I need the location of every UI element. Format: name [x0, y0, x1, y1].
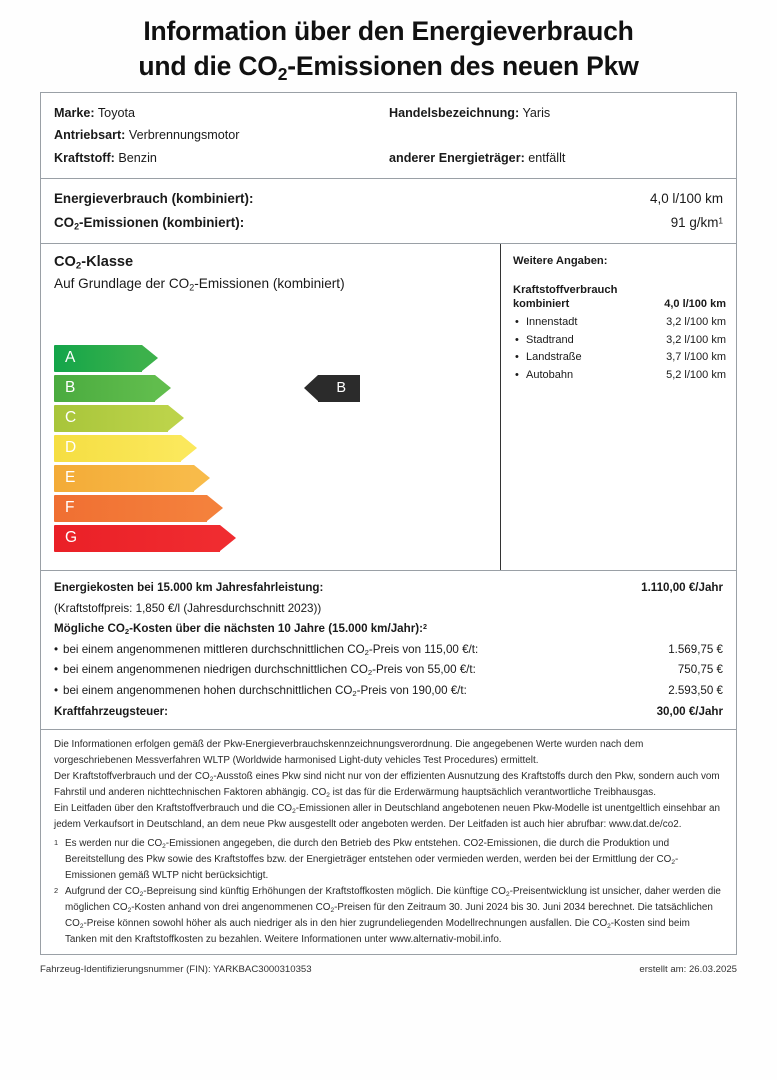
co2-class-bar-c [54, 405, 236, 432]
co2-class-bar-a [54, 345, 236, 372]
vehicle-handelsbezeichnung [389, 102, 724, 124]
energiekosten-label: Energiekosten bei 15.000 km Jahresfahrleistung: [54, 580, 324, 594]
co2-class-bars [54, 345, 236, 555]
scenario-label: • bei einem angenommenen niedrigen durchschnittlichen $CO_2$-Preis von 55,00 €/t: [54, 660, 476, 681]
bar-letter: G [65, 529, 78, 547]
legal-paragraph-1: Die Informationen erfolgen gemäß der Pkw-Energieverbrauchskennzeichnungsverordnung. Die angegebenen Werte wurden nach dem vorgeschriebenen Messverfahren WLTP (Worldwide harmonised Light-duty vehicles Test Procedures) ermittelt. [54, 739, 644, 767]
co2-class-subtitle: Auf Grundlage der $CO_2$-Emissionen (kombiniert) [54, 275, 345, 293]
weitere-angaben-title: Weitere Angaben: [513, 254, 608, 267]
page-title [40, 14, 737, 84]
consumption-co2-value: 91 $g/km^1$ [670, 215, 723, 231]
scenario-value: 1.569,75 € [668, 642, 723, 656]
scenario-label: • bei einem angenommenen hohen durchschnittlichen $CO_2$-Preis von 190,00 €/t: [54, 681, 467, 702]
co2-class-scale-area [41, 244, 500, 570]
kraftstoffverbrauch-row [513, 314, 726, 332]
bar-arrow-icon [194, 465, 210, 491]
vehicle-handelsbezeichnung-label: Handelsbezeichnung: [389, 105, 520, 120]
footnote-ref-2: 2 [422, 621, 427, 631]
bar-body [54, 465, 194, 492]
kraftstoffverbrauch-list [513, 296, 726, 385]
vehicle-info-box [40, 92, 737, 179]
marker-arrow-icon [304, 375, 318, 401]
bar-arrow-icon [220, 525, 236, 551]
bar-body [54, 405, 168, 432]
footnote-ref-1: 1 [718, 215, 723, 226]
footnote-2-text: Aufgrund der $CO_2$-Bepreisung sind künftig Erhöhungen der Kraftstoffkosten möglich. Die künftige $CO_2$-Preisentwicklung ist unsicher, daher werden die möglichen $CO_2$-Kosten anhand von drei angenommenen $CO_2$-Preisen für den Zeitraum 30. Juni 2024 bis 30. Juni 2034 berechnet. Die tatsächlichen $CO_2$-Preise können sowohl höher als auch niedriger als in den hier zugrundeliegenden Modellrechnungen ausfallen. Die $CO_2$-Kosten sind beim Tanken mit den Kraftstoffkosten zu bezahlen. Weitere Informationen unter www.alternativ-mobil.info. [65, 885, 721, 945]
bar-letter: C [65, 409, 77, 427]
bar-arrow-icon [168, 405, 184, 431]
footnote-1-text: Es werden nur die $CO_2$-Emissionen angegeben, die durch den Betrieb des Pkw entstehen. CO2-Emissionen, die durch die Produktion und Bereitstellung des Pkw sowie des Kraftstoffes bzw. der Energieträger entstehen oder vermieden werden, werden bei der Ermittlung der $CO_2$-Emissionen gemäß WLTP nicht berücksichtigt. [65, 837, 679, 881]
fuelprice-note: (Kraftstoffpreis: 1,850 €/l (Jahresdurchschnitt 2023)) [54, 601, 322, 615]
vehicle-antriebsart-value: Verbrennungsmotor [128, 128, 240, 143]
row-value: 3,2 l/100 km [666, 333, 726, 346]
page-header [0, 0, 777, 92]
vehicle-antriebsart [54, 124, 389, 146]
bar-arrow-icon [181, 435, 197, 461]
vehicle-marke-value: Toyota [97, 105, 135, 120]
bar-body [54, 525, 220, 552]
scenario-label: • bei einem angenommenen mittleren durchschnittlichen $CO_2$-Preis von 115,00 €/t: [54, 640, 478, 661]
row-label: • Innenstadt [513, 314, 577, 332]
consumption-box [40, 179, 737, 244]
co2-class-bar-d [54, 435, 236, 462]
co2-class-bar-b [54, 375, 236, 402]
vehicle-anderer-value: entfällt [528, 150, 566, 165]
page-footer [40, 964, 737, 975]
vehicle-row-antriebsart [54, 124, 724, 146]
bar-body [54, 375, 155, 402]
kraftstoffverbrauch-row [513, 296, 726, 314]
vehicle-handelsbezeichnung-value: Yaris [522, 105, 551, 120]
vehicle-anderer-energietraeger [389, 147, 724, 169]
kraftstoffverbrauch-row [513, 349, 726, 367]
row-value: 3,7 l/100 km [666, 351, 726, 364]
scenario-value: 2.593,50 € [668, 684, 723, 697]
bar-letter: D [65, 439, 77, 457]
co2-cost-scenario-row [54, 640, 723, 661]
moegliche-co2-kosten-label: Mögliche $CO_2$-Kosten über die nächsten 10 Jahre (15.000 km/Jahr):$^2$ [54, 621, 427, 637]
row-label: • Landstraße [513, 349, 582, 367]
co2-class-marker [304, 375, 360, 402]
kraftfahrzeugsteuer-label: Kraftfahrzeugsteuer: [54, 704, 169, 718]
row-label: kombiniert [513, 297, 570, 310]
co2-class-panel [41, 244, 736, 570]
row-label: • Autobahn [513, 367, 573, 385]
footnote-1 [54, 836, 723, 884]
page-title-line1: Information über den Energieverbrauch [143, 16, 634, 46]
kraftstoffverbrauch-heading: Kraftstoffverbrauch [513, 283, 618, 296]
co2-cost-scenario-row [54, 681, 723, 702]
footnote-1-number: 1 [54, 837, 59, 847]
kraftstoffverbrauch-row [513, 367, 726, 385]
footnotes [54, 836, 723, 948]
vehicle-kraftstoff-label: Kraftstoff: [54, 150, 115, 165]
co2-class-bar-e [54, 465, 236, 492]
vehicle-kraftstoff-value: Benzin [118, 150, 157, 165]
legal-box [40, 730, 737, 955]
bar-arrow-icon [207, 495, 223, 521]
bar-body [54, 495, 207, 522]
created-date: erstellt am: 26.03.2025 [639, 963, 737, 975]
marker-label: B [336, 380, 346, 397]
vehicle-kraftstoff [54, 147, 389, 169]
co2-cost-scenarios [54, 640, 723, 702]
marker-body [318, 375, 360, 402]
co2-class-bar-f [54, 495, 236, 522]
bar-body [54, 345, 142, 372]
row-value: 4,0 l/100 km [664, 297, 726, 310]
vehicle-marke [54, 102, 389, 124]
cost-row-energiekosten [54, 578, 723, 599]
co2-class-bar-g [54, 525, 236, 552]
cost-row-steuer [54, 702, 723, 723]
costs-box [40, 571, 737, 730]
bar-arrow-icon [155, 375, 171, 401]
vehicle-row-marke [54, 102, 724, 124]
vehicle-antriebsart-label: Antriebsart: [54, 128, 126, 143]
row-label: • Stadtrand [513, 332, 574, 350]
kraftfahrzeugsteuer-value: 30,00 €/Jahr [656, 704, 723, 718]
vehicle-anderer-label: anderer Energieträger: [389, 150, 525, 165]
bar-letter: A [65, 349, 76, 367]
consumption-co2-label: $CO_2$-Emissionen (kombiniert): [54, 215, 245, 232]
cost-row-moegliche-header [54, 619, 723, 640]
kraftstoffverbrauch-row [513, 332, 726, 350]
footnote-2-number: 2 [54, 885, 59, 895]
row-value: 5,2 l/100 km [666, 369, 726, 382]
cost-row-fuelprice [54, 599, 723, 620]
consumption-energy-value: 4,0 l/100 km [650, 191, 723, 207]
weitere-angaben-panel [500, 244, 736, 570]
page-title-line2: und die $CO_2$-Emissionen des neuen Pkw [138, 50, 639, 84]
scenario-value: 750,75 € [677, 663, 723, 677]
energiekosten-value: 1.110,00 €/Jahr [641, 580, 723, 594]
bar-arrow-icon [142, 345, 158, 371]
bar-letter: B [65, 379, 76, 397]
bar-letter: E [65, 469, 76, 487]
vehicle-row-kraftstoff [54, 147, 724, 169]
co2-class-box [40, 244, 737, 571]
legal-paragraph-3: Ein Leitfaden über den Kraftstoffverbrauch und die $CO_2$-Emissionen aller in Deutschland angebotenen neuen Pkw-Modelle ist unentgeltlich einsehbar an jedem Verkaufsort in Deutschland, an dem neue Pkw ausgestellt oder angeboten werden. Der Leitfaden ist auch hier abrufbar: www.dat.de/co2. [54, 803, 721, 831]
consumption-row-co2 [54, 211, 723, 235]
fin-number: Fahrzeug-Identifizierungsnummer (FIN): YARKBAC3000310353 [40, 963, 312, 975]
co2-class-title: $CO_2$-Klasse [54, 253, 134, 272]
consumption-energy-label: Energieverbrauch (kombiniert): [54, 191, 254, 207]
vehicle-marke-label: Marke: [54, 105, 95, 120]
row-value: 3,2 l/100 km [666, 315, 726, 328]
bar-letter: F [65, 499, 75, 517]
vehicle-row2-spacer [389, 124, 724, 146]
co2-cost-scenario-row [54, 660, 723, 681]
consumption-row-energy [54, 187, 723, 211]
legal-paragraph-2: Der Kraftstoffverbrauch und der $CO_2$-Ausstoß eines Pkw sind nicht nur von der effizienten Ausnutzung des Kraftstoffs durch den Pkw, sondern auch vom Fahrstil und anderen nichttechnischen Faktoren abhängig. $CO_2$ ist das für die Erderwärmung hauptsächlich verantwortliche Treibhausgas. [54, 771, 720, 800]
footnote-2 [54, 884, 723, 948]
bar-body [54, 435, 181, 462]
